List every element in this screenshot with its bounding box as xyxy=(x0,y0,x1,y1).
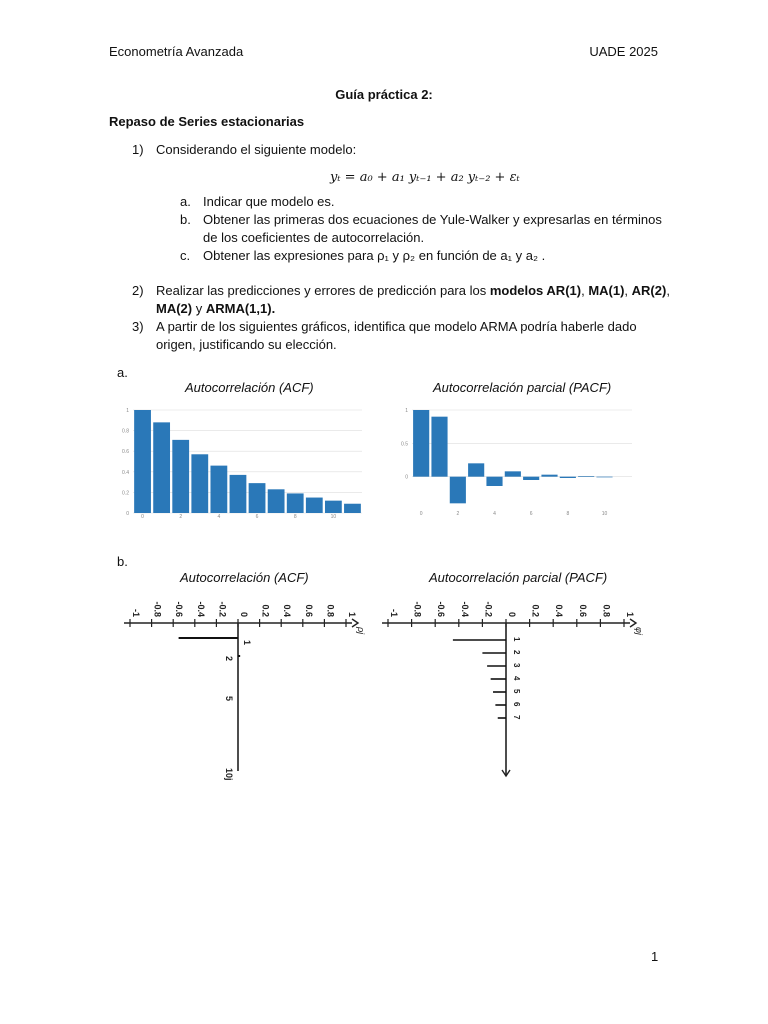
bar xyxy=(191,454,208,513)
pacf-b-title: Autocorrelación parcial (PACF) xyxy=(429,570,608,585)
q1-formula: yₜ = a₀ + a₁ yₜ₋₁ + a₂ yₜ₋₂ + εₜ xyxy=(330,170,520,185)
axis-label: φj xyxy=(634,627,644,635)
bar xyxy=(450,477,466,504)
axis-tick-label: 0.2 xyxy=(260,604,271,617)
bar xyxy=(249,483,266,513)
lag-label: 3 xyxy=(512,663,521,668)
x-tick-label: 2 xyxy=(179,514,183,520)
axis-tick-label: 0.6 xyxy=(303,604,314,617)
axis-tick-label: -0.2 xyxy=(217,601,228,617)
axis-tick-label: 0.8 xyxy=(601,604,612,617)
axis-tick-label: -0.8 xyxy=(412,601,423,617)
bar xyxy=(523,477,539,480)
q2-model-ma2: MA(2) xyxy=(156,301,193,316)
q1b-text-2: de los coeficientes de autocorrelación. xyxy=(203,230,425,245)
lag-label: 4 xyxy=(512,676,521,681)
axis-tick-label: -1 xyxy=(131,608,141,617)
bar xyxy=(134,410,151,513)
x-tick-label: 0 xyxy=(419,511,423,517)
page-title: Guía práctica 2: xyxy=(335,87,433,102)
y-tick-label: 1 xyxy=(405,408,408,414)
arrow-right-icon xyxy=(352,619,358,627)
part-b-label: b. xyxy=(117,554,128,569)
y-tick-label: 0 xyxy=(405,474,408,481)
axis-tick-label: -0.6 xyxy=(174,601,185,617)
axis-tick-label: -0.4 xyxy=(195,601,206,617)
q2-sep3: , xyxy=(666,283,670,298)
axis-tick-label: -1 xyxy=(389,608,399,617)
axis-label: ρj xyxy=(356,627,366,635)
lag-label: 5 xyxy=(224,696,234,702)
bar xyxy=(230,475,247,513)
x-tick-label: 8 xyxy=(293,514,297,520)
page-number: 1 xyxy=(651,949,659,964)
lag-label: 5 xyxy=(512,689,521,694)
lag-label: 1 xyxy=(242,640,252,646)
x-tick-label: 2 xyxy=(456,511,460,517)
axis-tick-label: 0.4 xyxy=(554,604,565,617)
lag-label: 10j xyxy=(224,768,234,781)
arrow-right-icon xyxy=(630,619,636,627)
q1a-text: Indicar que modelo es. xyxy=(203,194,335,209)
q2-sep1: , xyxy=(581,283,589,298)
header-right: UADE 2025 xyxy=(589,44,658,59)
pacf-a-title: Autocorrelación parcial (PACF) xyxy=(433,380,612,395)
bar xyxy=(541,475,557,477)
bar xyxy=(486,477,502,486)
lag-label: 6 xyxy=(512,702,521,707)
part-a-label: a. xyxy=(117,365,128,380)
x-tick-label: 6 xyxy=(529,511,533,517)
axis-tick-label: 0.8 xyxy=(325,604,336,617)
y-tick-label: 0.6 xyxy=(122,449,129,456)
axis-tick-label: -0.4 xyxy=(459,601,470,617)
x-tick-label: 6 xyxy=(255,514,259,520)
q1a-label: a. xyxy=(180,194,191,209)
q3-number: 3) xyxy=(132,319,144,334)
acf-b-title: Autocorrelación (ACF) xyxy=(180,570,309,585)
axis-tick-label: 1 xyxy=(625,611,635,617)
pacf-chart-b xyxy=(378,596,648,786)
bar xyxy=(325,501,342,513)
acf-a-title: Autocorrelación (ACF) xyxy=(185,380,314,395)
pacf-chart-a xyxy=(396,402,636,522)
bar xyxy=(153,422,170,513)
bar xyxy=(505,471,521,476)
axis-tick-label: 0.2 xyxy=(530,604,541,617)
axis-tick-label: 0.6 xyxy=(577,604,588,617)
bar xyxy=(560,477,576,478)
q2-pre: Realizar las predicciones y errores de predicción para los xyxy=(156,283,490,298)
y-tick-label: 0.5 xyxy=(401,441,408,448)
q1c-text: Obtener las expresiones para ρ₁ y ρ₂ en función de a₁ y a₂ . xyxy=(203,248,546,263)
q2-model-ar1: modelos AR(1) xyxy=(489,283,582,298)
y-tick-label: 0 xyxy=(126,511,129,517)
q2-model-ma1: MA(1) xyxy=(588,283,625,298)
bar xyxy=(578,476,594,477)
x-tick-label: 4 xyxy=(493,511,496,517)
lag-label: 7 xyxy=(512,715,521,720)
y-tick-label: 0.4 xyxy=(122,469,129,476)
q2-line-1 xyxy=(156,282,676,300)
axis-tick-label: 0 xyxy=(507,611,517,617)
axis-tick-label: 1 xyxy=(347,611,357,617)
q1b-text-1: Obtener las primeras dos ecuaciones de Yule-Walker y expresarlas en términos xyxy=(203,212,662,227)
q1-number: 1) xyxy=(132,142,144,157)
bar xyxy=(268,489,285,513)
bar xyxy=(596,477,612,478)
x-tick-label: 0 xyxy=(141,514,144,520)
lag-label: 2 xyxy=(512,650,521,655)
bar xyxy=(413,410,429,477)
q3-line-1: A partir de los siguientes gráficos, identifica que modelo ARMA podría haberle dado xyxy=(156,319,637,334)
x-tick-label: 4 xyxy=(217,514,221,520)
axis-tick-label: -0.8 xyxy=(152,601,163,617)
section-title: Repaso de Series estacionarias xyxy=(109,114,305,129)
bar xyxy=(468,463,484,476)
bar xyxy=(172,440,189,513)
q2-sep2: , xyxy=(624,283,632,298)
q2-sep4: y xyxy=(192,301,206,316)
bar xyxy=(344,504,361,513)
q2-model-arma11: ARMA(1,1). xyxy=(205,301,276,316)
bar xyxy=(431,417,447,477)
bar xyxy=(306,498,323,513)
q2-model-ar2: AR(2) xyxy=(631,283,667,298)
lag-label: 2 xyxy=(224,656,234,662)
bar xyxy=(287,493,304,513)
x-tick-label: 10 xyxy=(601,511,608,517)
acf-chart-a xyxy=(118,402,368,522)
y-tick-label: 0.8 xyxy=(122,428,129,435)
q1-text: Considerando el siguiente modelo: xyxy=(156,142,357,157)
y-tick-label: 1 xyxy=(126,408,129,414)
q3-line-2: origen, justificando su elección. xyxy=(156,337,337,352)
acf-chart-b xyxy=(118,596,368,786)
x-tick-label: 8 xyxy=(566,511,570,517)
axis-tick-label: -0.6 xyxy=(436,601,447,617)
axis-tick-label: 0 xyxy=(239,611,249,617)
x-tick-label: 10 xyxy=(330,514,337,520)
q1b-label: b. xyxy=(180,212,191,227)
y-tick-label: 0.2 xyxy=(122,490,129,497)
q2-line-2 xyxy=(156,300,275,318)
q2-number: 2) xyxy=(132,283,144,298)
header-left: Econometría Avanzada xyxy=(109,44,244,59)
axis-tick-label: 0.4 xyxy=(282,604,293,617)
bar xyxy=(210,466,227,513)
q1c-label: c. xyxy=(180,248,191,263)
axis-tick-label: -0.2 xyxy=(483,601,494,617)
lag-label: 1 xyxy=(512,637,521,642)
